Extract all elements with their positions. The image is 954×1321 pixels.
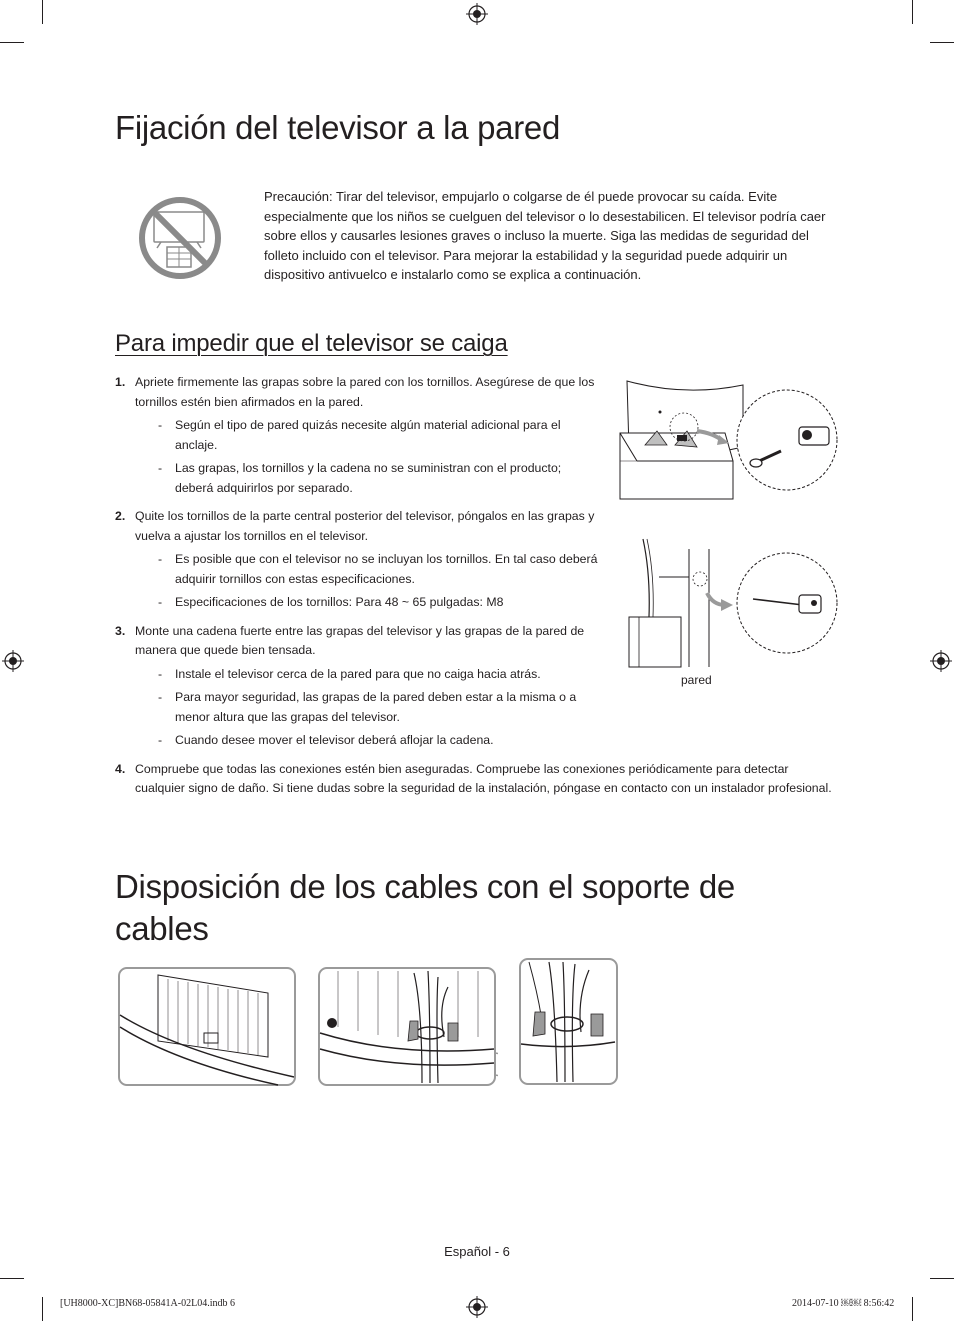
sub-item bbox=[135, 731, 599, 751]
registration-mark-icon bbox=[466, 3, 488, 25]
sub-item bbox=[135, 593, 599, 613]
page-number: Español - 6 bbox=[444, 1244, 510, 1259]
dash-marker: - bbox=[158, 461, 163, 475]
no-climbing-warning-icon bbox=[137, 195, 223, 281]
sub-text: Cuando desee mover el televisor deberá aflojar la cadena. bbox=[175, 733, 494, 747]
sub-text: Especificaciones de los tornillos: Para 48 ~ 65 pulgadas: M8 bbox=[175, 595, 504, 609]
step-item bbox=[115, 373, 599, 498]
sub-item bbox=[135, 459, 599, 498]
step-text: Quite los tornillos de la parte central posterior del televisor, póngalos en las grapas y vuelva a ajustar los tornillos en el televisor. bbox=[135, 509, 595, 543]
dash-marker: - bbox=[158, 733, 163, 747]
sub-text: Según el tipo de pared quizás necesite algún material adicional para el anclaje. bbox=[175, 418, 561, 452]
sub-item bbox=[135, 550, 599, 589]
crop-mark bbox=[0, 1278, 24, 1279]
crop-mark bbox=[930, 1278, 954, 1279]
step-item bbox=[115, 622, 599, 751]
registration-mark-icon bbox=[466, 1296, 488, 1318]
registration-mark-icon bbox=[930, 650, 952, 672]
section-title-cable-holder: Disposición de los cables con el soporte de cables bbox=[115, 868, 735, 947]
subsection-title: Para impedir que el televisor se caiga bbox=[115, 330, 508, 357]
step-item bbox=[115, 507, 599, 613]
crop-mark bbox=[912, 0, 913, 24]
sub-item bbox=[135, 416, 599, 455]
step-text: Compruebe que todas las conexiones estén bien aseguradas. Compruebe las conexiones periódicamente para detectar cualquier signo de daño. Si tiene dudas sobre la seguridad de la instalación, póngase en contacto con un instalador profesional. bbox=[135, 761, 832, 795]
cable-holder-illustration-1 bbox=[118, 967, 298, 1087]
crop-mark bbox=[42, 0, 43, 24]
wall-bracket-illustration bbox=[615, 375, 840, 505]
step-text: Monte una cadena fuerte entre las grapas del televisor y las grapas de la pared de manera que quede bien tensada. bbox=[135, 623, 585, 657]
section-title-wall-mount: Fijación del televisor a la pared bbox=[115, 109, 561, 146]
dash-marker: - bbox=[158, 418, 163, 432]
sub-item bbox=[135, 688, 599, 727]
wall-chain-illustration bbox=[625, 535, 845, 670]
step-number: 4. bbox=[115, 761, 126, 776]
step-text: Apriete firmemente las grapas sobre la pared con los tornillos. Asegúrese de que los tornillos estén bien afirmados en la pared. bbox=[135, 375, 595, 409]
sub-text: Instale el televisor cerca de la pared para que no caiga hacia atrás. bbox=[175, 666, 541, 681]
caution-text: Precaución: Tirar del televisor, empujarlo o colgarse de él puede provocar su caída. Evite especialmente que los niños se cuelguen del televisor o lo desestabilicen. El televisor podría caer sobre ellos y causarles lesiones graves o incluso la muerte. Siga las medidas de seguridad del folleto incluido con el televisor. Para mejorar la estabilidad y la seguridad puede adquirir un dispositivo antivuelco e instalarlo como se explica a continuación. bbox=[264, 189, 826, 282]
crop-mark bbox=[930, 42, 954, 43]
date-slug: 2014-07-10 ￼￼ 8:56:42 bbox=[792, 1298, 895, 1309]
cable-holder-illustration-2 bbox=[318, 967, 498, 1087]
step-number: 2. bbox=[115, 509, 126, 523]
figure-label-wall: pared bbox=[681, 673, 712, 687]
registration-mark-icon bbox=[2, 650, 24, 672]
sub-item bbox=[135, 665, 599, 685]
sub-text: Para mayor seguridad, las grapas de la pared deben estar a la misma o a menor altura que las grapas del televisor. bbox=[175, 690, 577, 724]
step-number: 1. bbox=[115, 375, 126, 389]
crop-mark bbox=[0, 42, 24, 43]
dash-marker: - bbox=[158, 666, 163, 681]
crop-mark bbox=[42, 1297, 43, 1321]
sub-text: Las grapas, los tornillos y la cadena no se suministran con el producto; deberá adquirirlos por separado. bbox=[175, 461, 562, 495]
dash-marker: - bbox=[158, 595, 163, 609]
dash-marker: - bbox=[158, 552, 163, 566]
dash-marker: - bbox=[158, 690, 163, 704]
cable-holder-illustration-3 bbox=[519, 958, 619, 1086]
sub-text: Es posible que con el televisor no se incluyan los tornillos. En tal caso deberá adquirir tornillos con estas especificaciones. bbox=[175, 552, 598, 586]
file-slug: [UH8000-XC]BN68-05841A-02L04.indb 6 bbox=[60, 1298, 235, 1309]
crop-mark bbox=[912, 1297, 913, 1321]
step-item bbox=[115, 760, 835, 799]
step-number: 3. bbox=[115, 623, 126, 638]
